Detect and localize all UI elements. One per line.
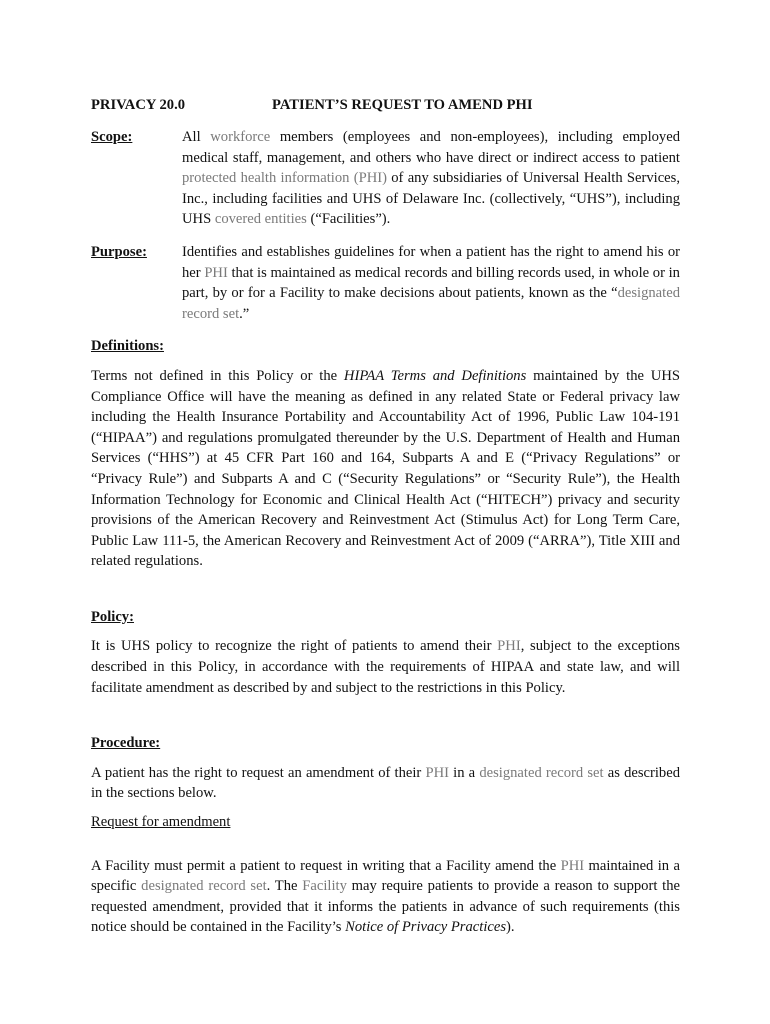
document-header [91, 95, 680, 115]
policy-title: PATIENT’S REQUEST TO AMEND PHI [272, 97, 533, 113]
procedure-text-part: may require patients to provide a reason to support the requested amendment, provided that it informs the patients in advance of such requirements (this notice should be contained in the Facility’s [91, 878, 681, 936]
term-designated-record-set: designated record set [141, 878, 267, 895]
policy-code: PRIVACY 20.0 [91, 97, 186, 113]
procedure-text-part: as described in the sections below. [91, 764, 680, 802]
policy-document [91, 95, 680, 938]
definitions-text-part: Terms not defined in this Policy or the [91, 367, 344, 384]
procedure-text-part: maintained in a specific [91, 857, 680, 895]
purpose-text-part: that is maintained as medical records and billing records used, in whole or in part, by or for a Facility to make decisions about patients, known as the “ [182, 264, 680, 302]
purpose-section [91, 242, 680, 324]
scope-text [182, 127, 680, 230]
request-for-amendment-text [91, 856, 680, 938]
purpose-text-part: .” [239, 305, 250, 322]
scope-text-part: of any subsidiaries of Universal Health Services, Inc., including facilities and UHS of Delaware Inc. (collectively, “UHS”), including UHS [182, 170, 680, 228]
definitions-text [91, 366, 680, 572]
notice-of-privacy-practices-reference: Notice of Privacy Practices [345, 919, 507, 936]
purpose-label: Purpose: [91, 243, 147, 260]
definitions-text-part: maintained by the UHS Compliance Office will have the meaning as defined in any related State or Federal privacy law including the Health Insurance Portability and Accountability Act of 1996, Public Law 104-191 (“HIPAA”) and regulations promulgated thereunder by the U.S. Department of Health and Human Services (“HHS”) at 45 CFR Part 160 and 164, Subparts A and E (“Privacy Regulations” or “Privacy Rule”) and Subparts A and C (“Security Regulations” or “Security Rule”), the Health Information Technology for Economic and Clinical Health Act (“HITECH”) privacy and security provisions of the American Recovery and Reinvestment Act (Stimulus Act) for Long Term Care, Public Law 111-5, the American Recovery and Reinvestment Act of 2009 (“ARRA”), Title XIII and related regulations. [91, 367, 681, 570]
procedure-intro [91, 763, 680, 804]
term-phi: PHI [204, 264, 228, 281]
term-designated-record-set: designated record set [479, 764, 604, 781]
term-phi: PHI [497, 638, 521, 655]
term-covered-entities: covered entities [214, 211, 307, 228]
scope-text-part: All [182, 129, 211, 145]
scope-section [91, 127, 680, 230]
purpose-text-part: Identifies and establishes guidelines for when a patient has the right to amend his or her [182, 243, 680, 281]
term-phi: PHI [560, 857, 585, 874]
procedure-text-part: in a [448, 764, 480, 781]
policy-text-part: , subject to the exceptions described in this Policy, in accordance with the requirements of HIPAA and state law, and will facilitate amendment as described by and subject to the restrictions in this Policy. [91, 638, 680, 696]
policy-text-part: It is UHS policy to recognize the right of patients to amend their [91, 638, 498, 655]
term-workforce: workforce [210, 129, 271, 145]
procedure-text-part: A patient has the right to request an amendment of their [91, 764, 426, 781]
term-phi-full: protected health information (PHI) [182, 170, 387, 187]
purpose-text [182, 242, 680, 324]
procedure-heading: Procedure: [91, 735, 161, 752]
scope-text-part: (“Facilities”). [306, 211, 391, 228]
term-phi: PHI [425, 764, 449, 781]
request-for-amendment-subheading: Request for amendment [91, 814, 231, 831]
term-designated-record-set: designated record set [182, 285, 680, 322]
procedure-text-part: ). [506, 919, 515, 936]
scope-label: Scope: [91, 129, 133, 145]
policy-heading: Policy: [91, 608, 134, 625]
definitions-heading: Definitions: [91, 338, 164, 355]
scope-text-part: members (employees and non-employees), including employed medical staff, management, and others who have direct or indirect access to patient [182, 129, 680, 166]
procedure-text-part: A Facility must permit a patient to request in writing that a Facility amend the [91, 857, 561, 874]
hipaa-terms-reference: HIPAA Terms and Definitions [343, 367, 527, 384]
procedure-text-part: . The [266, 878, 303, 895]
policy-text [91, 636, 680, 698]
term-facility: Facility [302, 878, 347, 895]
